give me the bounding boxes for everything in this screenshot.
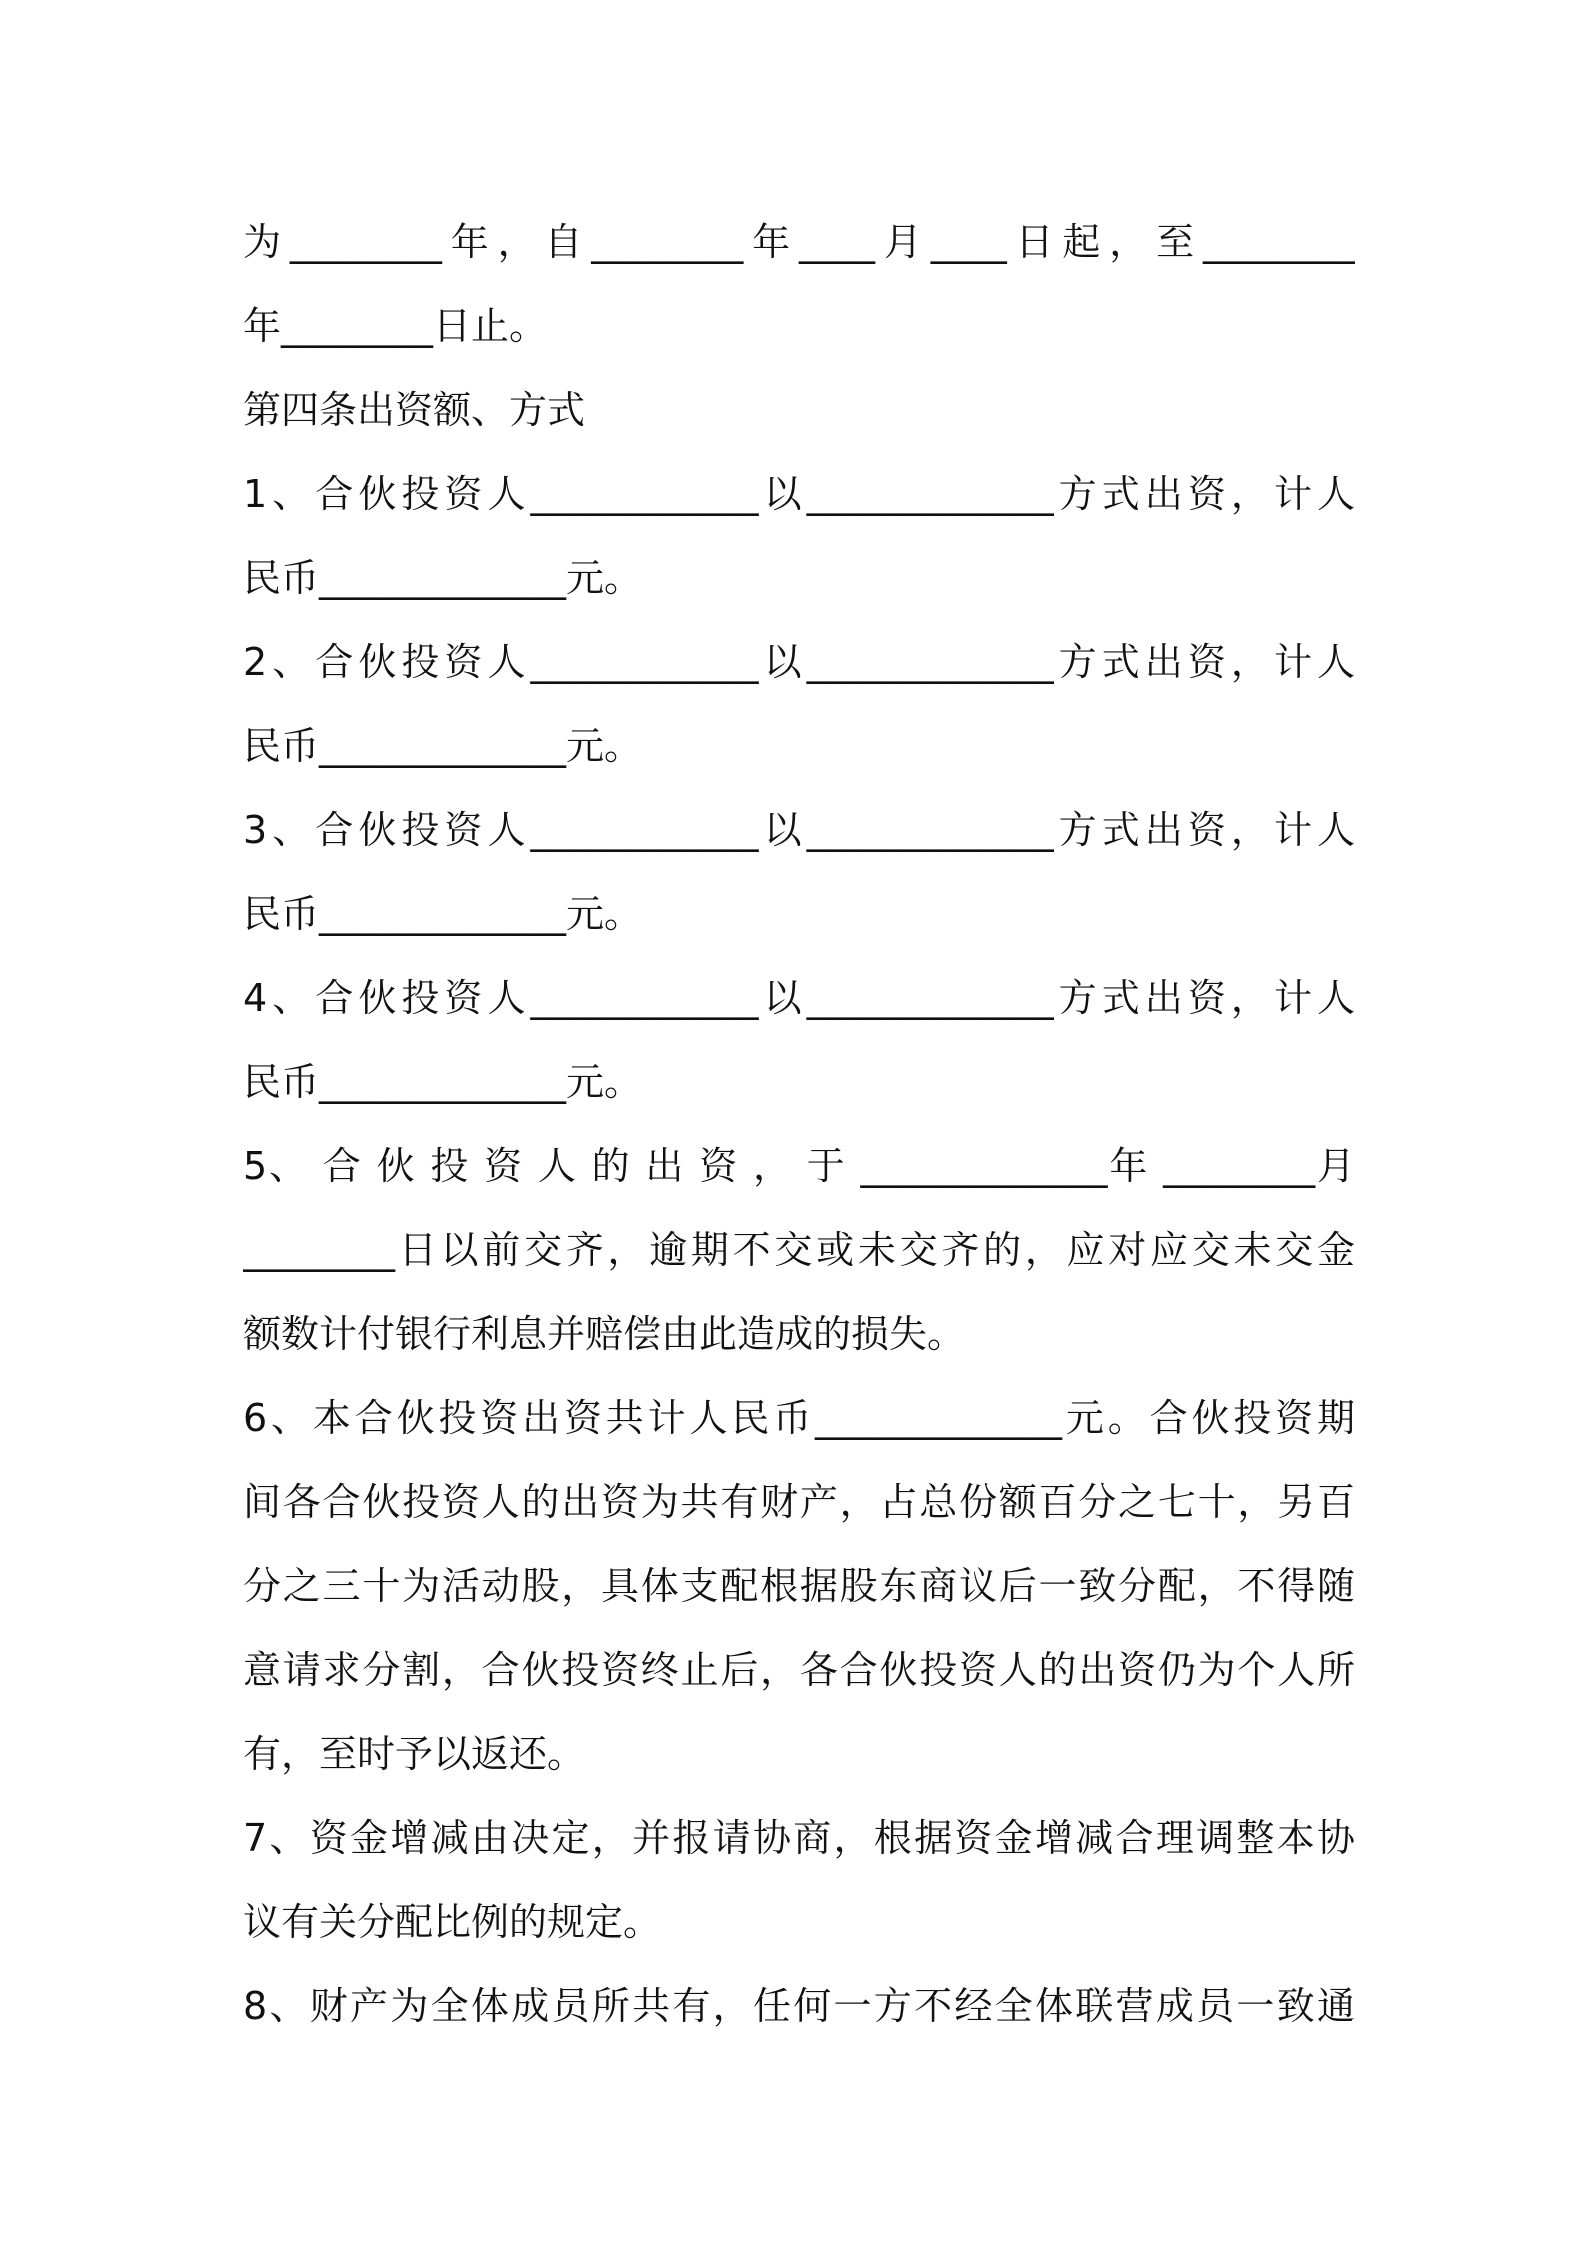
text-line: 民币_____________元。 bbox=[243, 556, 643, 600]
text-line: 意请求分割，合伙投资终止后，各合伙投资人的出资仍为个人所 bbox=[243, 1648, 1355, 1692]
text-line: 6、本合伙投资出资共计人民币_____________元。合伙投资期 bbox=[243, 1396, 1355, 1440]
text-line: 民币_____________元。 bbox=[243, 892, 643, 936]
text-line: 为________年，自________年____月____日起，至________ bbox=[243, 220, 1355, 264]
text-line: 3、合伙投资人____________以_____________方式出资，计人 bbox=[243, 808, 1355, 852]
text-line: 分之三十为活动股，具体支配根据股东商议后一致分配，不得随 bbox=[243, 1564, 1355, 1608]
text-line: 额数计付银行利息并赔偿由此造成的损失。 bbox=[243, 1312, 966, 1356]
text-line: 8、财产为全体成员所共有，任何一方不经全体联营成员一致通 bbox=[243, 1984, 1355, 2028]
text-line: 4、合伙投资人____________以_____________方式出资，计人 bbox=[243, 976, 1355, 1020]
text-line: 民币_____________元。 bbox=[243, 1060, 643, 1104]
document-body bbox=[243, 200, 1355, 2048]
text-line: 2、合伙投资人____________以_____________方式出资，计人 bbox=[243, 640, 1355, 684]
text-line: 年________日止。 bbox=[243, 304, 548, 348]
text-line: 有，至时予以返还。 bbox=[243, 1732, 586, 1776]
text-line: 民币_____________元。 bbox=[243, 724, 643, 768]
text-line: 间各合伙投资人的出资为共有财产，占总份额百分之七十，另百 bbox=[243, 1480, 1355, 1524]
section-heading: 第四条出资额、方式 bbox=[243, 388, 586, 432]
text-line: 1、合伙投资人____________以_____________方式出资，计人 bbox=[243, 472, 1355, 516]
text-line: 5、 合 伙 投 资 人 的 出 资 ， 于 _____________年 ________月 bbox=[243, 1144, 1355, 1188]
text-line: ________日以前交齐，逾期不交或未交齐的，应对应交未交金 bbox=[243, 1228, 1355, 1272]
text-line: 7、资金增减由决定，并报请协商，根据资金增减合理调整本协 bbox=[243, 1816, 1355, 1860]
text-line: 议有关分配比例的规定。 bbox=[243, 1900, 662, 1944]
